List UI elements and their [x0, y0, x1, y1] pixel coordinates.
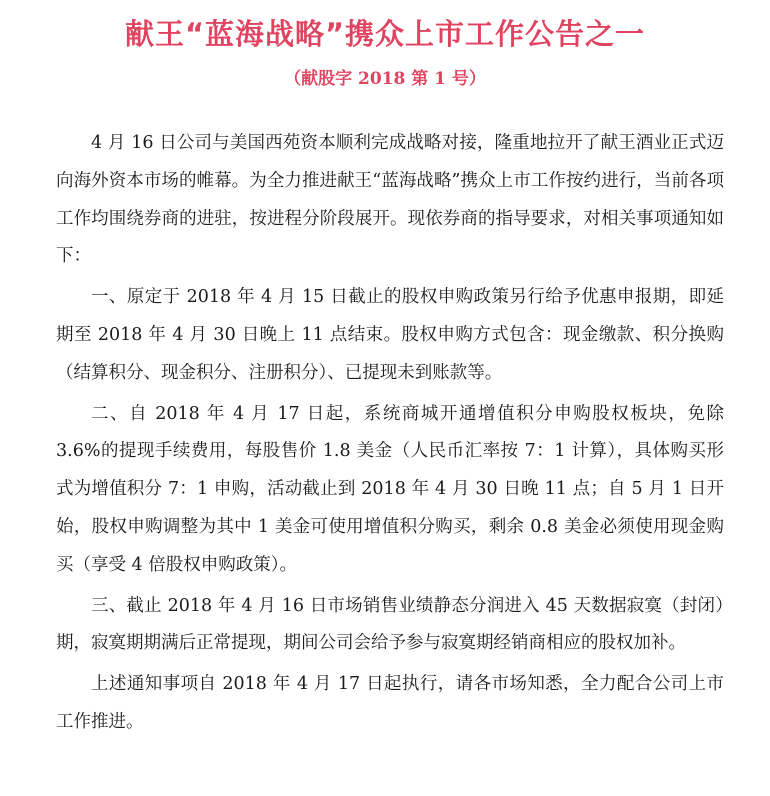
announcement-title: 献王“蓝海战略”携众上市工作公告之一 [124, 17, 646, 51]
item-one-paragraph: 一、原定于 2018 年 4 月 15 日截止的股权申购政策另行给予优惠申报期，即延期至 2018 年 4 月 30 日晚上 11 点结束。股权申购方式包含：现金缴款、积分换购（结算积分、现金积分、注册积分）、已提现未到账款等。 [56, 287, 724, 383]
intro-paragraph: 4 月 16 日公司与美国西苑资本顺利完成战略对接，隆重地拉开了献王酒业正式迈向海外资本市场的帷幕。为全力推进献王“蓝海战略”携众上市工作按约进行，当前各项工作均围绕券商的进驻，按进程分阶段展开。现依券商的指导要求，对相关事项通知如下： [56, 133, 724, 267]
announcement-body [56, 125, 724, 742]
closing-paragraph: 上述通知事项自 2018 年 4 月 17 日起执行，请各市场知悉，全力配合公司上市工作推进。 [56, 674, 724, 732]
item-two-paragraph: 二、自 2018 年 4 月 17 日起，系统商城开通增值积分申购股权板块，免除 3.6%的提现手续费用，每股售价 1.8 美金（人民币汇率按 7：1 计算），具体购买形式为增值积分 7：1 申购，活动截止到 2018 年 4 月 30 日晚 11 点；自 5 月 1 日开始，股权申购调整为其中 1 美金可使用增值积分购买，剩余 0.8 美金必须使用现金购买（享受 4 倍股权申购政策）。 [56, 403, 724, 575]
item-three-paragraph: 三、截止 2018 年 4 月 16 日市场销售业绩静态分润进入 45 天数据寂寞（封闭）期，寂寞期期满后正常提现，期间公司会给予参与寂寞期经销商相应的股权加补。 [56, 595, 724, 654]
document-number: （献股字 2018 第 1 号） [284, 69, 486, 89]
